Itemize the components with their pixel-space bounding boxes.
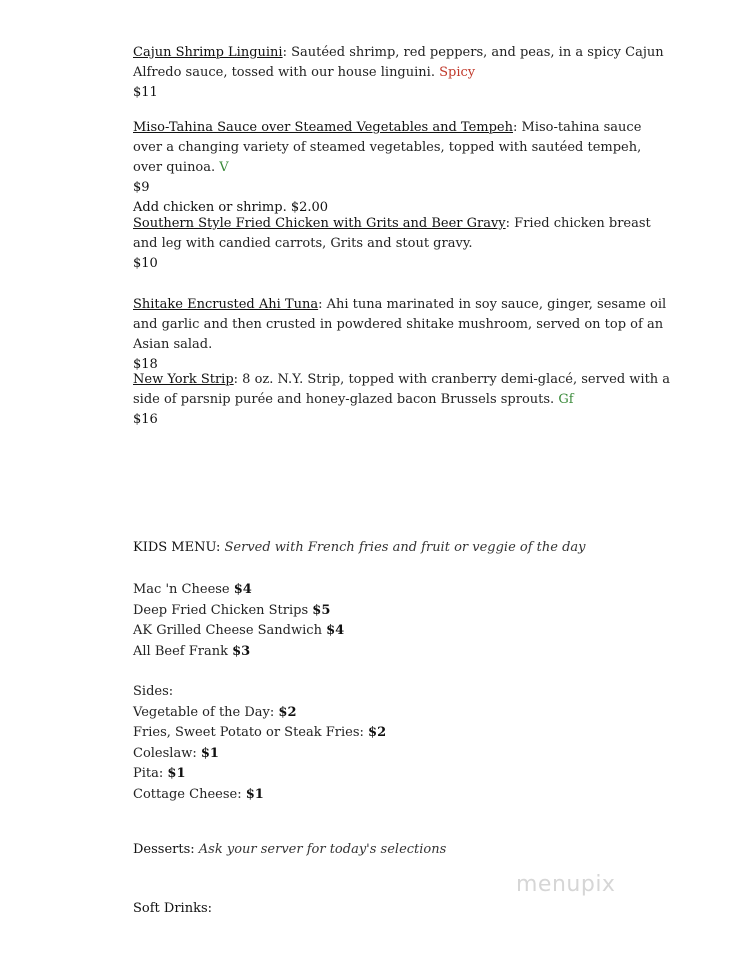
dish-price: $9 — [133, 180, 150, 195]
item-name: Fries, Sweet Potato or Steak Fries: — [133, 725, 364, 740]
dish-shitake-ahi-tuna: Shitake Encrusted Ahi Tuna: Ahi tuna marinated in soy sauce, ginger, sesame oil and garlic and then crusted in powdered shitake mushroom, served on top of an Asian salad. $18 — [133, 295, 673, 375]
item-price: $1 — [200, 745, 219, 761]
dish-name: New York Strip — [133, 372, 234, 387]
dish-name: Miso-Tahina Sauce over Steamed Vegetables and Tempeh — [133, 120, 513, 135]
list-item — [133, 764, 386, 785]
kids-menu-heading — [133, 538, 586, 558]
item-name: Deep Fried Chicken Strips — [133, 602, 309, 618]
dish-description: 8 oz. N.Y. Strip, topped with cranberry demi-glacé, served with a side of parsnip purée and honey-glazed bacon Brussels sprouts. — [133, 372, 671, 407]
section-heading: KIDS MENU: — [133, 540, 221, 555]
section-heading: Desserts: — [133, 842, 195, 857]
dish-description: Sautéed shrimp, red peppers, and peas, in a spicy Cajun Alfredo sauce, tossed with our house linguini. — [133, 45, 664, 80]
dish-tag-vegan: V — [219, 160, 229, 175]
kids-menu-list — [133, 580, 344, 662]
item-name: All Beef Frank — [133, 643, 228, 659]
dish-southern-fried-chicken: Southern Style Fried Chicken with Grits and Beer Gravy: Fried chicken breast and leg with candied carrots, Grits and stout gravy. $10 — [133, 214, 673, 274]
item-price: $3 — [232, 643, 251, 659]
list-item — [133, 642, 344, 663]
item-price: $5 — [312, 602, 331, 618]
dish-miso-tahina: Miso-Tahina Sauce over Steamed Vegetables and Tempeh: Miso-tahina sauce over a changing variety of steamed vegetables, topped with sautéed tempeh, over quinoa. V $9 Add chicken or shrimp. $2.00 — [133, 118, 673, 218]
dish-tag-spicy: Spicy — [439, 65, 476, 80]
dish-cajun-shrimp-linguini: Cajun Shrimp Linguini: Sautéed shrimp, red peppers, and peas, in a spicy Cajun Alfredo sauce, tossed with our house linguini. Spicy $11 — [133, 43, 673, 103]
dish-price: $18 — [133, 357, 158, 372]
item-price: $2 — [278, 704, 297, 720]
dish-new-york-strip: New York Strip: 8 oz. N.Y. Strip, topped with cranberry demi-glacé, served with a side of parsnip purée and honey-glazed bacon Brussels sprouts. Gf $16 — [133, 370, 673, 430]
list-item — [133, 601, 344, 622]
list-item — [133, 744, 386, 765]
dish-price: $16 — [133, 412, 158, 427]
list-item — [133, 621, 344, 642]
dish-tag-gluten-free: Gf — [558, 392, 574, 407]
item-name: Cottage Cheese: — [133, 786, 242, 802]
item-name: Mac 'n Cheese — [133, 582, 230, 597]
soft-drinks-section — [133, 899, 212, 919]
item-price: $1 — [245, 786, 264, 802]
dish-description: Fried chicken breast and leg with candied carrots, Grits and stout gravy. — [133, 216, 651, 251]
section-note: Served with French fries and fruit or veggie of the day — [224, 540, 586, 555]
dish-addon: Add chicken or shrimp. $2.00 — [133, 200, 329, 215]
item-price: $4 — [326, 623, 345, 638]
section-note: Ask your server for today's selections — [198, 842, 447, 857]
dish-price: $10 — [133, 256, 158, 271]
list-item — [133, 785, 386, 806]
list-item — [133, 723, 386, 744]
item-name: Pita: — [133, 766, 164, 781]
desserts-section — [133, 840, 446, 860]
list-item — [133, 703, 386, 724]
list-item — [133, 580, 344, 601]
section-heading: Soft Drinks: — [133, 901, 212, 916]
section-heading: Sides: — [133, 684, 174, 699]
item-price: $2 — [368, 725, 387, 740]
dish-name: Shitake Encrusted Ahi Tuna — [133, 297, 319, 312]
dish-price: $11 — [133, 85, 158, 100]
dish-description: Ahi tuna marinated in soy sauce, ginger, sesame oil and garlic and then crusted in powdered shitake mushroom, served on top of an Asian salad. — [133, 297, 667, 352]
item-name: AK Grilled Cheese Sandwich — [133, 623, 322, 638]
item-price: $1 — [167, 766, 186, 781]
dish-description: Miso-tahina sauce over a changing variety of steamed vegetables, topped with sautéed tempeh, over quinoa. — [133, 120, 642, 175]
item-price: $4 — [233, 582, 252, 597]
menupix-watermark: menupix — [516, 872, 616, 897]
dish-name: Cajun Shrimp Linguini — [133, 45, 283, 60]
item-name: Vegetable of the Day: — [133, 704, 275, 720]
item-name: Coleslaw: — [133, 745, 197, 761]
sides-list — [133, 682, 386, 805]
dish-name: Southern Style Fried Chicken with Grits and Beer Gravy — [133, 216, 506, 231]
